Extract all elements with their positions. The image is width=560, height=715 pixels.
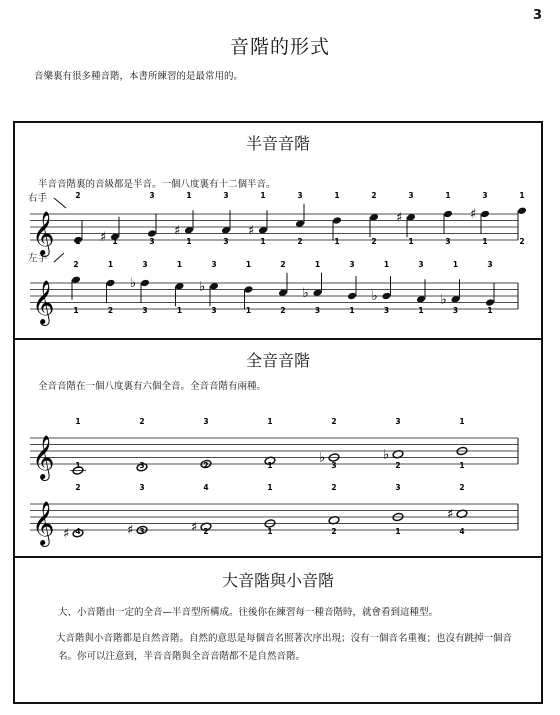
whole-tone-second-staff xyxy=(30,483,518,547)
fingering-below: 1 xyxy=(245,306,252,315)
note xyxy=(485,260,495,315)
treble-clef-icon: 𝄞 xyxy=(32,280,55,324)
fingering-below: 1 xyxy=(112,237,118,246)
fingering-below: 2 xyxy=(203,461,209,470)
right-hand-arrow xyxy=(54,198,66,208)
fingering-below: 3 xyxy=(139,527,145,536)
fingering-below: 3 xyxy=(445,237,451,246)
fingering-below: 3 xyxy=(149,237,155,246)
fingering-below: 1 xyxy=(482,237,488,246)
notehead xyxy=(347,292,357,301)
fingering-below: 2 xyxy=(297,237,303,246)
note xyxy=(517,191,527,246)
note xyxy=(392,483,403,536)
notehead xyxy=(443,210,453,219)
note xyxy=(175,260,185,315)
fingering-above: 3 xyxy=(223,191,229,200)
whole-tone-description: 全音音階在一個八度裏有六個全音。全音音階有兩種。 xyxy=(38,381,267,392)
fingering-below: 4 xyxy=(75,527,81,536)
fingering-above: 1 xyxy=(314,260,321,269)
note xyxy=(248,191,268,246)
fingering-above: 4 xyxy=(203,483,209,492)
note xyxy=(295,191,305,246)
fingering-below: 2 xyxy=(107,306,114,315)
treble-clef-icon: 𝄞 xyxy=(32,211,55,255)
treble-clef-icon: 𝄞 xyxy=(32,435,55,479)
sharp-icon: ♯ xyxy=(396,210,403,226)
fingering-below: 1 xyxy=(334,237,340,246)
fingering-below: 2 xyxy=(519,237,525,246)
fingering-below: 1 xyxy=(260,237,266,246)
fingering-above: 3 xyxy=(395,417,401,426)
chromatic-description: 半音音階裏的音級都是半音。一個八度裏有十二個半音。 xyxy=(38,179,276,190)
fingering-above: 1 xyxy=(260,191,266,200)
fingering-above: 1 xyxy=(459,417,465,426)
fingering-below: 3 xyxy=(314,306,321,315)
fingering-above: 2 xyxy=(331,417,337,426)
note xyxy=(319,417,340,470)
sharp-icon: ♯ xyxy=(447,506,454,522)
fingering-above: 2 xyxy=(280,260,286,269)
fingering-below: 1 xyxy=(395,527,401,536)
page-number: 3 xyxy=(532,8,542,23)
fingering-below: 2 xyxy=(371,237,377,246)
fingering-below: 1 xyxy=(459,461,465,470)
sharp-icon: ♯ xyxy=(127,523,134,538)
flat-icon: ♭ xyxy=(319,450,326,466)
fingering-below: 2 xyxy=(203,527,209,536)
note xyxy=(264,483,275,536)
note xyxy=(199,260,219,315)
fingering-below: 1 xyxy=(176,306,183,315)
fingering-below: 3 xyxy=(142,306,148,315)
sharp-icon: ♯ xyxy=(63,526,70,542)
fingering-above: 3 xyxy=(408,191,414,200)
note xyxy=(416,260,426,315)
note xyxy=(443,191,453,246)
page-title: 音階的形式 xyxy=(229,36,330,58)
right-hand-label: 右手 xyxy=(28,193,48,204)
fingering-above: 2 xyxy=(75,483,81,492)
note xyxy=(174,191,194,246)
fingering-above: 1 xyxy=(334,191,340,200)
note xyxy=(456,417,467,470)
note xyxy=(73,191,83,246)
sharp-icon: ♯ xyxy=(470,207,477,222)
note xyxy=(332,191,342,246)
fingering-above: 2 xyxy=(75,191,81,200)
notehead xyxy=(517,206,527,215)
note xyxy=(63,483,84,541)
fingering-below: 3 xyxy=(383,306,390,315)
sharp-icon: ♯ xyxy=(191,519,198,535)
fingering-above: 3 xyxy=(211,260,217,269)
major-minor-paragraph-2: 大音階與小音階都是自然音階。自然的意思是每個音名照著次序出現；沒有一個音名重複；也沒有跳掉一個音名。你可以注意到，半音音階與全音音階都不是自然音階。 xyxy=(56,633,513,662)
note xyxy=(221,191,231,246)
fingering-below: 2 xyxy=(395,461,401,470)
note xyxy=(347,260,357,315)
chromatic-section-title: 半音音階 xyxy=(245,134,310,153)
fingering-above: 3 xyxy=(142,260,148,269)
fingering-below: 1 xyxy=(349,306,355,315)
chromatic-right-hand-staff xyxy=(30,191,527,257)
note xyxy=(130,260,150,315)
fingering-below: 3 xyxy=(211,306,217,315)
note xyxy=(383,417,404,470)
flat-icon: ♭ xyxy=(383,447,390,463)
fingering-above: 3 xyxy=(203,417,209,426)
note xyxy=(191,483,212,536)
fingering-above: 3 xyxy=(149,191,155,200)
fingering-above: 3 xyxy=(349,260,355,269)
fingering-above: 1 xyxy=(519,191,525,200)
major-minor-section-title: 大音階與小音階 xyxy=(221,571,334,590)
major-minor-paragraph-1: 大、小音階由一定的全音—半音型所構成。往後你在練習每一種音階時，就會看到這種型。 xyxy=(58,607,439,618)
fingering-below: 1 xyxy=(75,237,81,246)
fingering-above: 3 xyxy=(418,260,424,269)
note xyxy=(106,260,116,315)
intro-text: 音樂裏有很多種音階，本書所練習的是最常用的。 xyxy=(34,71,244,82)
whole-tone-first-staff xyxy=(30,417,518,481)
fingering-below: 3 xyxy=(331,461,337,470)
fingering-above: 1 xyxy=(445,191,451,200)
fingering-below: 2 xyxy=(280,306,286,315)
fingering-below: 1 xyxy=(267,527,273,536)
note xyxy=(100,217,120,246)
fingering-above: 3 xyxy=(297,191,303,200)
fingering-above: 1 xyxy=(267,483,273,492)
treble-clef-icon: 𝄞 xyxy=(32,501,55,545)
notehead xyxy=(382,292,392,301)
sharp-icon: ♯ xyxy=(174,223,181,239)
fingering-above: 1 xyxy=(186,191,192,200)
note xyxy=(200,417,211,470)
note xyxy=(447,483,468,536)
fingering-below: 3 xyxy=(139,461,145,470)
notehead xyxy=(332,216,342,225)
notehead xyxy=(244,285,254,294)
whole-tone-section-title: 全音音階 xyxy=(245,351,310,370)
fingering-above: 3 xyxy=(487,260,493,269)
fingering-above: 3 xyxy=(139,483,145,492)
note xyxy=(70,417,86,475)
fingering-above: 1 xyxy=(176,260,183,269)
left-hand-arrow xyxy=(54,253,64,262)
notehead xyxy=(480,210,490,219)
note xyxy=(147,191,157,246)
fingering-above: 1 xyxy=(452,260,459,269)
left-hand-label: 左手 xyxy=(28,253,48,264)
note xyxy=(441,260,461,315)
fingering-above: 1 xyxy=(245,260,252,269)
fingering-below: 1 xyxy=(418,306,424,315)
chromatic-left-hand-staff xyxy=(30,260,518,326)
fingering-below: 1 xyxy=(408,237,414,246)
fingering-above: 1 xyxy=(107,260,114,269)
flat-icon: ♭ xyxy=(130,276,137,291)
fingering-below: 2 xyxy=(331,527,337,536)
note xyxy=(303,260,323,315)
fingering-below: 1 xyxy=(186,237,192,246)
fingering-above: 1 xyxy=(383,260,390,269)
notehead xyxy=(140,279,150,288)
note xyxy=(278,260,288,315)
sharp-icon: ♯ xyxy=(248,223,255,239)
fingering-below: 1 xyxy=(73,306,79,315)
fingering-above: 3 xyxy=(482,191,488,200)
fingering-below: 4 xyxy=(459,527,465,536)
fingering-below: 3 xyxy=(223,237,229,246)
fingering-above: 2 xyxy=(73,260,79,269)
note xyxy=(396,191,416,246)
note xyxy=(372,260,392,315)
flat-icon: ♭ xyxy=(199,279,206,295)
fingering-below: 1 xyxy=(487,306,493,315)
fingering-above: 2 xyxy=(139,417,145,426)
fingering-above: 1 xyxy=(267,417,273,426)
note xyxy=(369,191,379,246)
note xyxy=(264,417,275,470)
flat-icon: ♭ xyxy=(371,289,378,304)
fingering-above: 2 xyxy=(331,483,337,492)
note xyxy=(470,191,490,246)
fingering-below: 1 xyxy=(267,461,273,470)
note xyxy=(244,260,254,315)
fingering-above: 2 xyxy=(371,191,377,200)
sharp-icon: ♯ xyxy=(100,229,107,245)
note xyxy=(71,260,81,315)
flat-icon: ♭ xyxy=(440,292,447,308)
fingering-below: 3 xyxy=(452,306,459,315)
fingering-above: 3 xyxy=(395,483,401,492)
notehead xyxy=(106,279,116,288)
note xyxy=(328,483,339,536)
fingering-above: 1 xyxy=(75,417,81,426)
fingering-below: 1 xyxy=(75,461,81,470)
fingering-above: 2 xyxy=(459,483,465,492)
flat-icon: ♭ xyxy=(302,285,309,301)
